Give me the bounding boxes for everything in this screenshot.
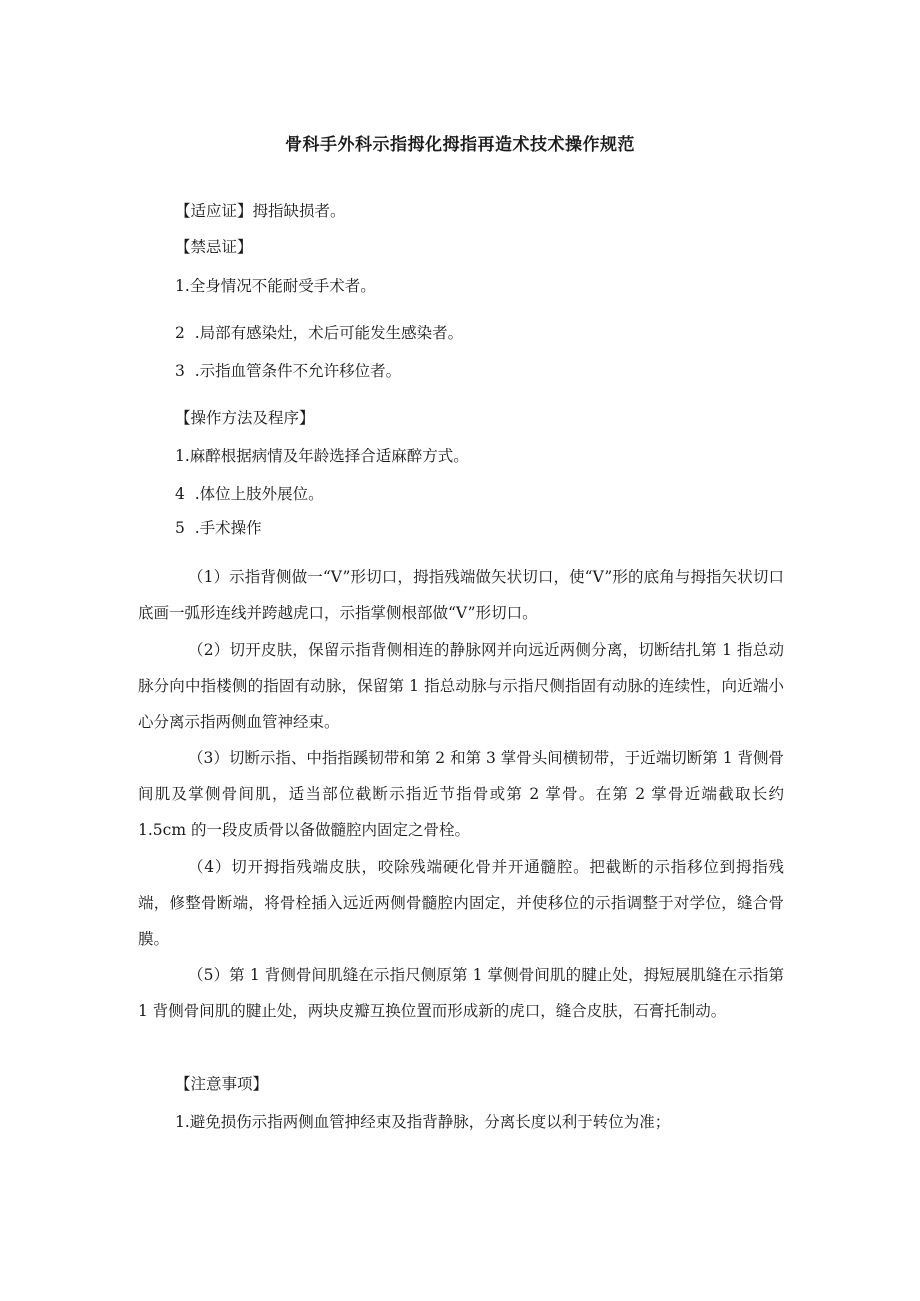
method-item-3: 5 .手术操作 (175, 519, 262, 537)
notes-heading: 【注意事项】 (175, 1075, 269, 1093)
contraindication-item-1: 1.全身情况不能耐受手术者。 (175, 277, 376, 295)
document-title: 骨科手外科示指拇化拇指再造术技术操作规范 (285, 135, 635, 155)
notes-item-1: 1.避免损伤示指两侧血管抻经束及指背静脉，分离长度以利于转位为准； (175, 1113, 671, 1131)
method-item-1: 1.麻醉根据病情及年龄选择合适麻醉方式。 (175, 447, 469, 465)
method-heading: 【操作方法及程序】 (175, 409, 315, 427)
method-item-2: 4 .体位上肢外展位。 (175, 485, 324, 503)
surgical-step-4: （4）切开拇指残端皮肤，咬除残端硬化骨并开通髓腔。把截断的示指移位到拇指残端，修整骨断端，将骨栓插入远近两侧骨髓腔内固定，并使移位的示指调整于对学位，缝合骨膜。 (138, 858, 784, 948)
surgical-step-3: （3）切断示指、中指指蹊韧带和第 2 和第 3 掌骨头间横韧带，于近端切断第 1 背侧骨间肌及掌侧骨间肌，适当部位截断示指近节指骨或第 2 掌骨。在第 2 掌骨近端截取长约 1.5cm 的一段皮质骨以备做髓腔内固定之骨栓。 (138, 749, 785, 839)
contraindication-item-2: 2 .局部有感染灶，术后可能发生感染者。 (175, 324, 464, 342)
surgical-step-5: （5）第 1 背侧骨间肌缝在示指尺侧原第 1 掌侧骨间肌的腱止处，拇短展肌缝在示指第 1 背侧骨间肌的腱止处，两块皮瓣互换位置而形成新的虎口，缝合皮肤，石膏托制动。 (138, 966, 784, 1020)
indications-line: 【适应证】拇指缺损者。 (175, 202, 346, 220)
contraindications-heading: 【禁忌证】 (175, 238, 253, 256)
surgical-step-2: （2）切开皮肤，保留示指背侧相连的静脉网并向远近两侧分离，切断结扎第 1 指总动脉分向中指楼侧的指固有动脉，保留第 1 指总动脉与示指尺侧指固有动脉的连续性，向近端小心分离示指两侧血管神经束。 (138, 641, 784, 731)
contraindication-item-3: 3 .示指血管条件不允许移位者。 (175, 362, 402, 380)
surgical-step-1: （1）示指背侧做一“V”形切口，拇指残端做矢状切口，使“V”形的底角与拇指矢状切口底画一弧形连线并跨越虎口，示指掌侧根部做“V”形切口。 (138, 568, 784, 622)
